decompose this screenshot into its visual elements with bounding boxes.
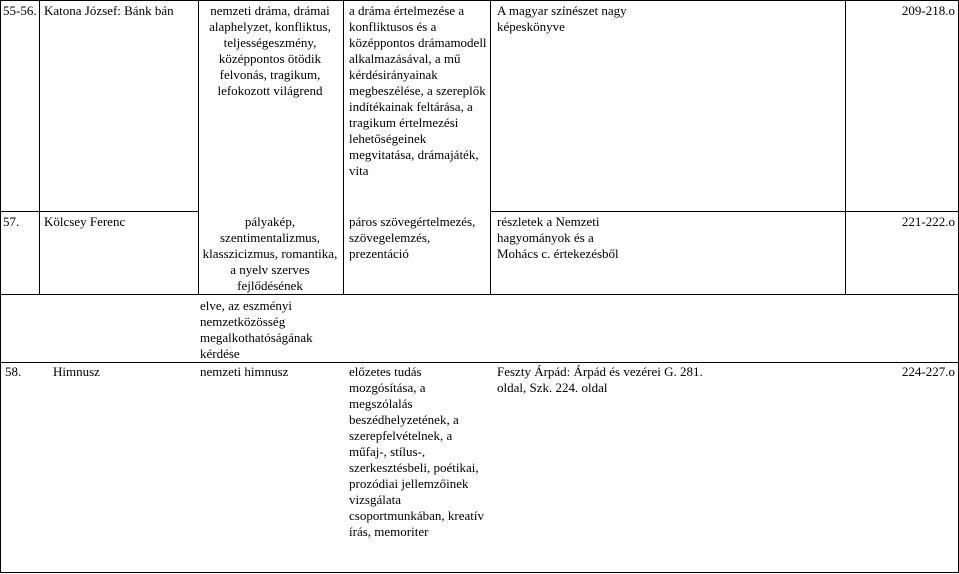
col-border [0,294,1,572]
col-border [490,0,491,294]
col-border [845,0,846,294]
method-cell: előzetes tudás mozgósítása, a megszólalás beszédhelyzetének, a szerepfelvételnek, a műfaj-, stílus-, szerkesztésbeli, poétikai, prozódiai jellemzőinek vizsgálata csoportmunkában, kreatív írás, memoriter [349,364,485,539]
topic-cell: nemzeti dráma, drámai alaphelyzet, konfliktus, teljességeszmény, középpontos ötödik felvonás, tragikum, lefokozott világrend [209,3,331,98]
col-border [39,0,40,294]
pages-cell: 224-227.o [901,364,955,379]
author-cell: Kölcsey Ferenc [44,214,126,229]
topic-cell: nemzeti himnusz [200,364,289,379]
row-number: 55-56. [3,3,37,18]
row-divider [0,211,198,212]
method-cell: páros szövegértelmezés, szövegelemzés, prezentáció [349,214,476,261]
row-number: 57. [3,214,20,229]
col-border [0,0,1,294]
pages-cell: 209-218.o [901,3,955,18]
row-number: 58. [5,364,22,379]
author-cell: Katona József: Bánk bán [44,3,174,18]
page-break-top [0,294,959,295]
table-top-border [0,0,959,1]
topic-cell-continued: elve, az eszményi nemzetközösség megalkothatóságának kérdése [200,298,313,361]
col-border [198,0,199,294]
table-bottom-border [0,572,959,573]
row-divider [490,211,959,212]
material-cell: részletek a Nemzeti hagyományok és a Mohács c. értekezésből [497,214,619,261]
method-cell: a dráma értelmezése a konfliktusos és a középpontos drámamodell alkalmazásával, a mű kérdésirányainak megbeszélése, a szereplők indítékainak feltárása, a tragikum értelmezési lehetőségeinek megvitatása, drámajáték, vita [349,3,487,178]
pages-cell: 221-222.o [901,214,955,229]
author-cell: Himnusz [53,364,100,379]
material-cell: Feszty Árpád: Árpád és vezérei G. 281. oldal, Szk. 224. oldal [497,364,703,395]
row-divider [0,362,959,363]
material-cell: A magyar színészet nagy képeskönyve [497,3,627,34]
topic-cell: pályakép, szentimentalizmus, klasszicizmus, romantika, a nyelv szerves fejlődésének [202,214,338,293]
col-border [343,0,344,294]
